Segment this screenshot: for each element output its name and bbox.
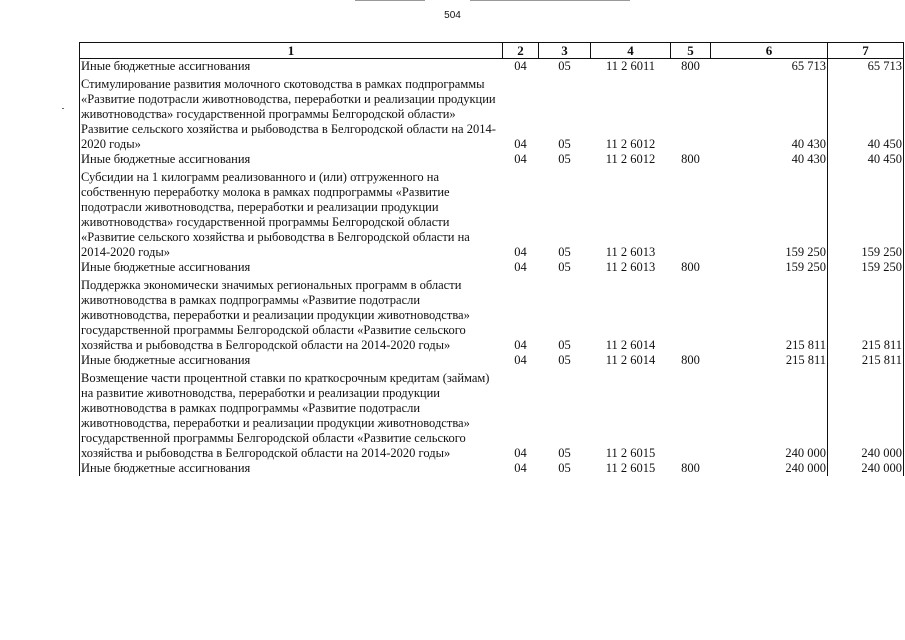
table-row [80,353,904,368]
row-expense-type [671,275,711,353]
row-section: 04 [514,245,527,259]
header-col-1: 1 [80,43,503,59]
row-expense-type: 800 [681,260,700,274]
row-subsection: 05 [558,245,571,259]
row-section: 04 [514,446,527,460]
header-row [80,43,904,59]
table-row [80,461,904,476]
row-description: Иные бюджетные ассигнования [80,152,503,167]
row-description: Иные бюджетные ассигнования [80,461,503,476]
row-description: Поддержка экономически значимых региональных программ в области животноводства в рамках подпрограммы «Развитие подотрасли животноводства, переработки и реализации продукции животноводства» государственной программы Белгородской области «Развитие сельского хозяйства и рыбоводства в Белгородской области на 2014-2020 годы» [80,275,503,353]
table-row [80,368,904,461]
row-target-article: 11 2 6011 [605,59,656,73]
page-number: 504 [444,10,461,21]
budget-table-wrapper [79,42,904,476]
table-row [80,275,904,353]
row-amount-year-2: 215 811 [828,353,904,368]
row-target-article: 11 2 6012 [605,152,656,166]
row-description: Возмещение части процентной ставки по краткосрочным кредитам (займам) на развитие животноводства, переработки и реализации продукции животноводства в рамках подпрограммы «Развитие подотрасли животноводства, переработки и реализации продукции животноводства» государственной программы Белгородской области «Развитие сельского хозяйства и рыбоводства в Белгородской области на 2014-2020 годы» [80,368,503,461]
row-amount-year-1: 40 430 [711,74,828,152]
header-col-4: 4 [591,43,671,59]
row-target-article: 11 2 6013 [605,245,656,259]
scan-dot [62,108,64,109]
row-description: Иные бюджетные ассигнования [80,260,503,275]
row-expense-type: 800 [681,59,700,73]
row-amount-year-2: 40 450 [828,152,904,167]
row-subsection: 05 [558,461,571,475]
scan-top-mark-right [470,0,630,1]
row-amount-year-1: 65 713 [711,59,828,75]
row-subsection: 05 [558,152,571,166]
row-amount-year-1: 215 811 [711,275,828,353]
budget-table [79,42,904,476]
row-expense-type [671,368,711,461]
row-section: 04 [514,59,527,73]
row-expense-type [671,74,711,152]
row-description: Субсидии на 1 килограмм реализованного и (или) отгруженного на собственную переработку молока в рамках подпрограммы «Развитие подотрасли животноводства, переработки и реализации продукции животноводства» государственной программы Белгородской области «Развитие сельского хозяйства и рыбоводства в Белгородской области на 2014-2020 годы» [80,167,503,260]
header-col-3: 3 [539,43,591,59]
row-section: 04 [514,338,527,352]
row-subsection: 05 [558,446,571,460]
row-subsection: 05 [558,260,571,274]
header-col-7: 7 [828,43,904,59]
header-col-6: 6 [711,43,828,59]
row-section: 04 [514,137,527,151]
row-description: Иные бюджетные ассигнования [80,353,503,368]
row-section: 04 [514,353,527,367]
row-subsection: 05 [558,353,571,367]
row-amount-year-2: 159 250 [828,167,904,260]
row-target-article: 11 2 6013 [605,260,656,274]
row-expense-type: 800 [681,152,700,166]
row-expense-type: 800 [681,461,700,475]
row-amount-year-1: 40 430 [711,152,828,167]
row-target-article: 11 2 6014 [605,353,656,367]
scan-top-mark-left [355,0,425,1]
row-amount-year-1: 215 811 [711,353,828,368]
table-row [80,74,904,152]
row-amount-year-2: 65 713 [828,59,904,75]
row-subsection: 05 [558,338,571,352]
row-amount-year-2: 40 450 [828,74,904,152]
table-row [80,152,904,167]
row-amount-year-2: 240 000 [828,368,904,461]
row-section: 04 [514,260,527,274]
row-target-article: 11 2 6015 [605,461,656,475]
row-description: Иные бюджетные ассигнования [80,59,503,75]
header-col-2: 2 [503,43,539,59]
row-target-article: 11 2 6014 [605,338,656,352]
row-amount-year-2: 159 250 [828,260,904,275]
row-amount-year-2: 240 000 [828,461,904,476]
table-row [80,167,904,260]
row-target-article: 11 2 6015 [605,446,656,460]
header-col-5: 5 [671,43,711,59]
row-amount-year-2: 215 811 [828,275,904,353]
row-target-article: 11 2 6012 [605,137,656,151]
row-section: 04 [514,152,527,166]
row-description: Стимулирование развития молочного скотоводства в рамках подпрограммы «Развитие подотрасли животноводства, переработки и реализации продукции животноводства» государственной программы Белгородской области» Развитие сельского хозяйства и рыбоводства в Белгородской области на 2014-2020 годы» [80,74,503,152]
table-row [80,59,904,75]
row-amount-year-1: 240 000 [711,461,828,476]
table-body [80,59,904,477]
row-amount-year-1: 240 000 [711,368,828,461]
row-subsection: 05 [558,59,571,73]
row-expense-type: 800 [681,353,700,367]
row-section: 04 [514,461,527,475]
row-expense-type [671,167,711,260]
row-amount-year-1: 159 250 [711,167,828,260]
row-subsection: 05 [558,137,571,151]
row-amount-year-1: 159 250 [711,260,828,275]
table-row [80,260,904,275]
